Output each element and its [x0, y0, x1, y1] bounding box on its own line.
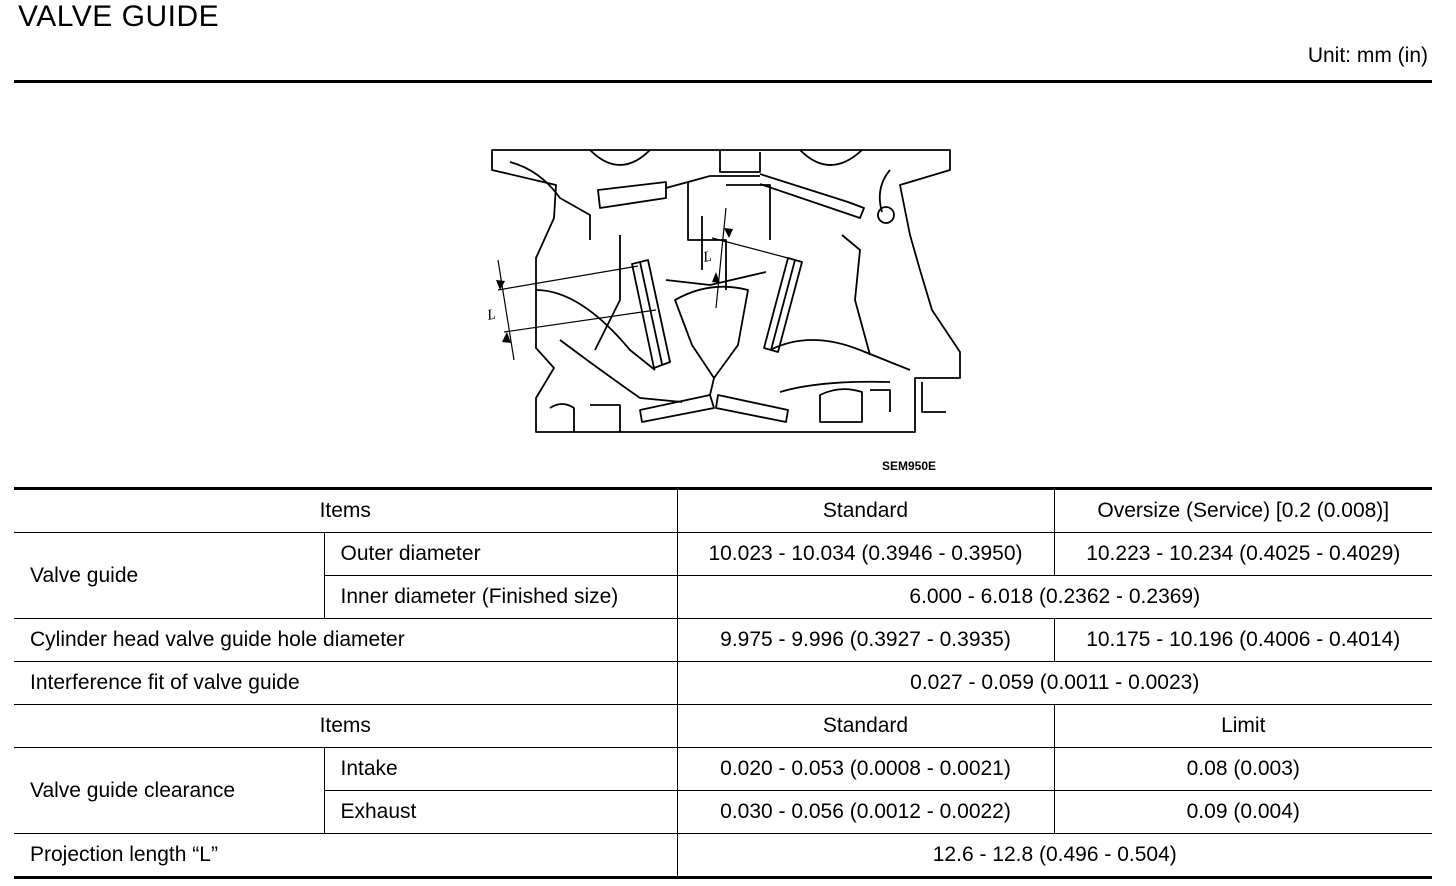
- exhaust-limit: 0.09 (0.004): [1054, 791, 1432, 834]
- figure-code: SEM950E: [882, 459, 937, 473]
- valve-guide-spec-table: [14, 487, 1432, 879]
- projection-length-label: Projection length “L”: [14, 834, 677, 878]
- limit-header: Limit: [1054, 705, 1432, 748]
- outer-diameter-oversize: 10.223 - 10.234 (0.4025 - 0.4029): [1054, 533, 1432, 576]
- table-header-row: [14, 705, 1432, 748]
- outer-diameter-standard: 10.023 - 10.034 (0.3946 - 0.3950): [677, 533, 1054, 576]
- dimension-label-left: L: [485, 306, 497, 324]
- dimension-label-right: L: [701, 248, 713, 266]
- table-row: [14, 834, 1432, 878]
- exhaust-label: Exhaust: [324, 791, 677, 834]
- inner-diameter-value: 6.000 - 6.018 (0.2362 - 0.2369): [677, 576, 1432, 619]
- table-row: [14, 533, 1432, 576]
- projection-length-value: 12.6 - 12.8 (0.496 - 0.504): [677, 834, 1432, 878]
- interference-fit-label: Interference fit of valve guide: [14, 662, 677, 705]
- cylinder-head-diagram: [470, 140, 970, 440]
- table-row: [14, 619, 1432, 662]
- standard-header-2: Standard: [677, 705, 1054, 748]
- oversize-header: Oversize (Service) [0.2 (0.008)]: [1054, 489, 1432, 533]
- intake-standard: 0.020 - 0.053 (0.0008 - 0.0021): [677, 748, 1054, 791]
- valve-guide-clearance-label: Valve guide clearance: [14, 748, 324, 834]
- hole-diameter-oversize: 10.175 - 10.196 (0.4006 - 0.4014): [1054, 619, 1432, 662]
- intake-limit: 0.08 (0.003): [1054, 748, 1432, 791]
- table-row: [14, 748, 1432, 791]
- table-row: [14, 662, 1432, 705]
- unit-label: Unit: mm (in): [1307, 44, 1428, 67]
- items-header-2: Items: [14, 705, 677, 748]
- hole-diameter-standard: 9.975 - 9.996 (0.3927 - 0.3935): [677, 619, 1054, 662]
- table-header-row: [14, 489, 1432, 533]
- intake-label: Intake: [324, 748, 677, 791]
- valve-guide-label: Valve guide: [14, 533, 324, 619]
- items-header: Items: [14, 489, 677, 533]
- interference-fit-value: 0.027 - 0.059 (0.0011 - 0.0023): [677, 662, 1432, 705]
- hole-diameter-label: Cylinder head valve guide hole diameter: [14, 619, 677, 662]
- exhaust-standard: 0.030 - 0.056 (0.0012 - 0.0022): [677, 791, 1054, 834]
- title-divider: [14, 80, 1432, 83]
- page-title: VALVE GUIDE: [18, 0, 220, 33]
- outer-diameter-label: Outer diameter: [324, 533, 677, 576]
- inner-diameter-label: Inner diameter (Finished size): [324, 576, 677, 619]
- standard-header: Standard: [677, 489, 1054, 533]
